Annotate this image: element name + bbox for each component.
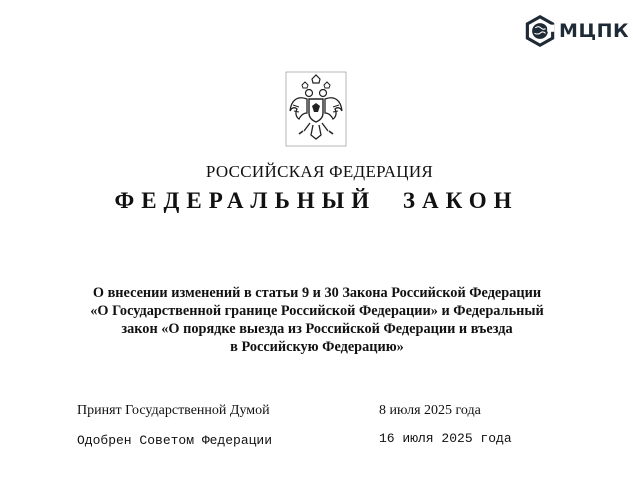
russian-coat-of-arms-icon <box>285 71 347 147</box>
hexagon-globe-icon <box>525 11 555 51</box>
law-title <box>70 284 564 356</box>
country-name: РОССИЙСКАЯ ФЕДЕРАЦИЯ <box>205 162 434 181</box>
logo-text: МЦПК <box>559 20 629 42</box>
law-title-line: О внесении изменений в статьи 9 и 30 Закона Российской Федерации <box>92 285 542 301</box>
document-type: ФЕДЕРАЛЬНЫЙ ЗАКОН <box>114 188 519 213</box>
law-title-line: закон «О порядке выезда из Российской Федерации и въезда <box>121 321 513 337</box>
council-approval-label: Одобрен Советом Федерации <box>77 433 273 448</box>
law-title-line: в Российскую Федерацию» <box>230 339 404 355</box>
mcpk-logo <box>525 6 629 56</box>
duma-adoption-date: 8 июля 2025 года <box>379 403 481 418</box>
duma-adoption-label: Принят Государственной Думой <box>77 403 270 418</box>
council-approval-date: 16 июля 2025 года <box>379 431 512 446</box>
law-title-line: «О Государственной границе Российской Федерации» и Федеральный <box>90 303 544 319</box>
